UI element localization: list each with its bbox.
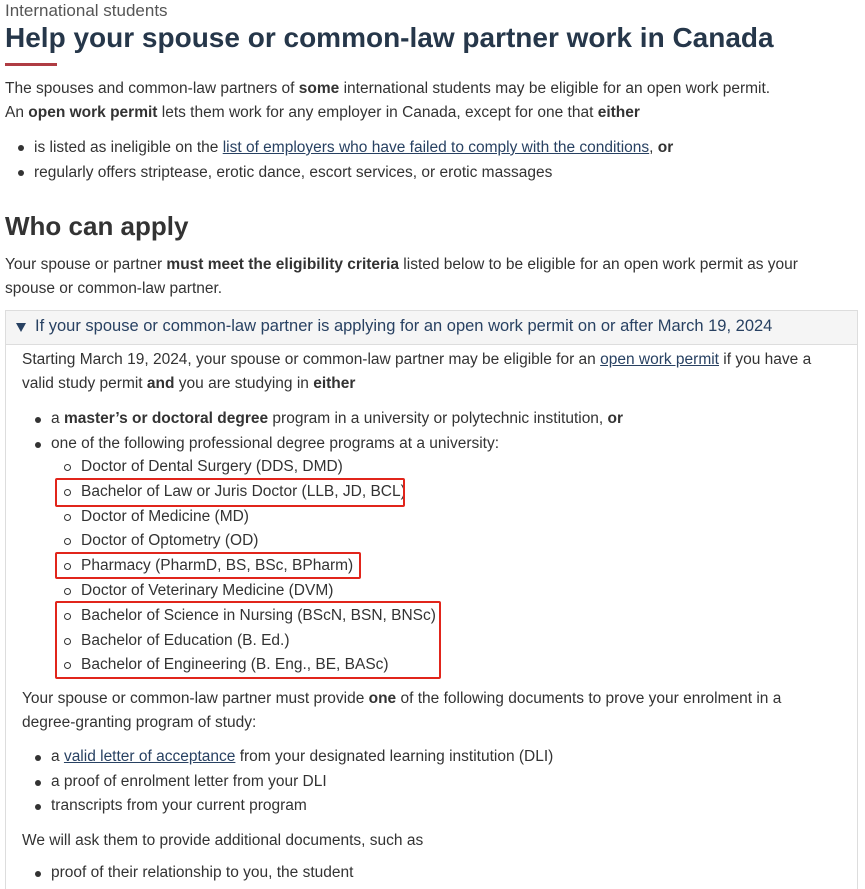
highlight-box-pharmacy — [55, 552, 361, 579]
additional-docs-list — [35, 861, 353, 886]
list-item: a proof of enrolment letter from your DLI — [35, 770, 553, 795]
degree-list — [35, 407, 623, 456]
bold-text: either — [313, 375, 356, 392]
intro-line-2 — [5, 101, 640, 125]
bold-text: or — [607, 410, 624, 427]
program-item: Doctor of Optometry (OD) — [64, 529, 436, 554]
program-item: Doctor of Medicine (MD) — [64, 505, 436, 530]
details-p2-line-2: degree-granting program of study: — [22, 714, 257, 731]
program-item: Doctor of Veterinary Medicine (DVM) — [64, 579, 436, 604]
bold-text: one — [368, 690, 397, 707]
bold-text: and — [146, 375, 175, 392]
program-item: Doctor of Dental Surgery (DDS, DMD) — [64, 455, 436, 480]
bold-text: or — [657, 139, 674, 156]
program-item: Pharmacy (PharmD, BS, BSc, BPharm) — [64, 554, 436, 579]
intro-line-1 — [5, 77, 770, 101]
details-p1-line-1 — [22, 348, 811, 372]
text: Your spouse or common-law partner must provide — [22, 690, 369, 707]
triangle-down-icon — [16, 323, 26, 332]
text: Your spouse or partner — [5, 256, 167, 273]
bold-text: some — [298, 80, 340, 97]
bold-text: must meet the eligibility criteria — [166, 256, 399, 273]
details-summary-toggle[interactable] — [6, 311, 857, 345]
text: you are studying in — [174, 375, 314, 392]
who-line-2: spouse or common-law partner. — [5, 280, 223, 297]
list-item — [35, 745, 553, 770]
program-item: Bachelor of Science in Nursing (BScN, BSN, BNSc) — [64, 604, 436, 629]
who-can-apply-heading: Who can apply — [5, 211, 189, 241]
title-underline-bar — [5, 63, 57, 66]
details-p2-line-1 — [22, 687, 781, 711]
who-line-1 — [5, 253, 798, 277]
details-p3: We will ask them to provide additional documents, such as — [22, 832, 424, 849]
text: , — [649, 139, 658, 156]
text: valid study permit — [22, 375, 147, 392]
section-label: International students — [5, 1, 168, 20]
bold-text: master’s or doctoral degree — [63, 410, 269, 427]
list-item: proof of their relationship to you, the student — [35, 861, 353, 886]
list-item — [18, 135, 673, 160]
text: listed below to be eligible for an open work permit as your — [399, 256, 798, 273]
text: is listed as ineligible on the — [34, 139, 223, 156]
list-item: transcripts from your current program — [35, 794, 553, 819]
text: a — [51, 410, 64, 427]
program-item: Bachelor of Engineering (B. Eng., BE, BASc) — [64, 653, 436, 678]
text: An — [5, 104, 29, 121]
details-summary-text: If your spouse or common-law partner is applying for an open work permit on or after March 19, 2024 — [35, 317, 773, 335]
text: Starting March 19, 2024, your spouse or common-law partner may be eligible for an — [22, 351, 601, 368]
text: from your designated learning institution (DLI) — [235, 748, 554, 765]
ineligible-list — [18, 135, 673, 185]
text: if you have a — [719, 351, 812, 368]
list-item — [35, 407, 623, 432]
text: The spouses and common-law partners of — [5, 80, 299, 97]
eligibility-details-panel — [5, 310, 858, 889]
text: of the following documents to prove your enrolment in a — [396, 690, 782, 707]
list-item: one of the following professional degree programs at a university: — [35, 432, 623, 457]
program-item: Bachelor of Law or Juris Doctor (LLB, JD, BCL) — [64, 480, 436, 505]
bold-text: open work permit — [28, 104, 158, 121]
open-work-permit-link[interactable]: open work permit — [600, 351, 719, 368]
program-item: Bachelor of Education (B. Ed.) — [64, 629, 436, 654]
text: a — [51, 748, 64, 765]
failed-employers-link[interactable]: list of employers who have failed to comply with the conditions — [222, 139, 650, 156]
list-item: regularly offers striptease, erotic dance, escort services, or erotic massages — [18, 160, 673, 185]
highlight-box-nursing-education-engineering — [55, 601, 441, 679]
details-p1-line-2 — [22, 372, 355, 396]
enrolment-docs-list — [35, 745, 553, 819]
text: program in a university or polytechnic institution, — [268, 410, 608, 427]
highlight-box-law — [55, 478, 405, 507]
bold-text: either — [597, 104, 640, 121]
text: international students may be eligible for an open work permit. — [339, 80, 771, 97]
text: lets them work for any employer in Canada, except for one that — [157, 104, 598, 121]
letter-of-acceptance-link[interactable]: valid letter of acceptance — [63, 748, 236, 765]
page-title: Help your spouse or common-law partner work in Canada — [5, 22, 774, 53]
